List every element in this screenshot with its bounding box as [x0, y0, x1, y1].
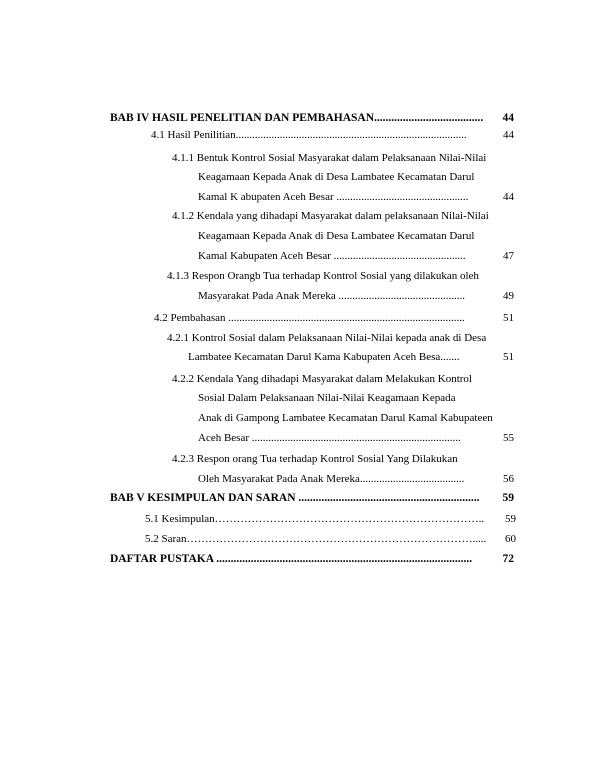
- toc-entry-4-2-3-line1[interactable]: 4.2.3 Respon orang Tua terhadap Kontrol Sosial Yang Dilakukan: [172, 453, 458, 465]
- toc-entry-4-1-2-line1[interactable]: 4.1.2 Kendala yang dihadapi Masyarakat dalam pelaksanaan Nilai-Nilai: [172, 210, 489, 222]
- toc-entry-daftar-pustaka[interactable]: DAFTAR PUSTAKA .........................................................................................: [110, 553, 473, 565]
- toc-entry-4-1-1-line2: Keagamaan Kepada Anak di Desa Lambatee Kecamatan Darul: [198, 171, 475, 183]
- toc-entry-4-2-2-line1[interactable]: 4.2.2 Kendala Yang dihadapi Masyarakat dalam Melakukan Kontrol: [172, 373, 472, 385]
- toc-page-bab4: 44: [502, 112, 514, 124]
- toc-entry-5-2[interactable]: 5.2 Saran…………………………………………………………………….....: [145, 533, 487, 545]
- toc-page-4-2-2: 55: [503, 432, 514, 444]
- toc-entry-4-1-1-line1[interactable]: 4.1.1 Bentuk Kontrol Sosial Masyarakat dalam Pelaksanaan Nilai-Nilai: [172, 152, 487, 164]
- toc-entry-4-2[interactable]: 4.2 Pembahasan ......................................................................................: [154, 312, 465, 324]
- toc-entry-5-1[interactable]: 5.1 Kesimpulan………………………………………………………………..: [145, 513, 485, 525]
- toc-entry-4-1-3-line1[interactable]: 4.1.3 Respon Orangb Tua terhadap Kontrol Sosial yang dilakukan oleh: [167, 270, 479, 282]
- toc-page-5-2: 60: [505, 533, 516, 545]
- toc-page-4-2: 51: [503, 312, 514, 324]
- toc-page-4-1-2: 47: [503, 250, 514, 262]
- toc-entry-4-2-2-line2: Sosial Dalam Pelaksanaan Nilai-Nilai Keagamaan Kepada: [198, 392, 456, 404]
- toc-entry-4-1-3-line2: Masyarakat Pada Anak Mereka ..............................................: [198, 290, 466, 302]
- toc-entry-bab4[interactable]: BAB IV HASIL PENELITIAN DAN PEMBAHASAN......................................: [110, 112, 484, 124]
- toc-entry-4-2-1-line2: Lambatee Kecamatan Darul Kama Kabupaten Aceh Besa.......: [188, 351, 460, 363]
- toc-page-4-1: 44: [503, 129, 514, 141]
- toc-page-5-1: 59: [505, 513, 516, 525]
- toc-entry-4-2-3-line2: Oleh Masyarakat Pada Anak Mereka......................................: [198, 473, 465, 485]
- toc-page-4-2-1: 51: [503, 351, 514, 363]
- toc-page-4-2-3: 56: [503, 473, 514, 485]
- toc-entry-4-1-2-line2: Keagamaan Kepada Anak di Desa Lambatee Kecamatan Darul: [198, 230, 475, 242]
- toc-page-daftar-pustaka: 72: [502, 553, 514, 565]
- toc-entry-4-2-2-line4: Aceh Besar ............................................................................: [198, 432, 461, 444]
- toc-page-bab5: 59: [502, 492, 514, 504]
- toc-entry-bab5[interactable]: BAB V KESIMPULAN DAN SARAN ...............................................................: [110, 492, 480, 504]
- toc-entry-4-2-2-line3: Anak di Gampong Lambatee Kecamatan Darul Kamal Kabupateen: [198, 412, 493, 424]
- toc-entry-4-1[interactable]: 4.1 Hasil Penilitian....................................................................................: [151, 129, 467, 141]
- toc-entry-4-1-1-line3: Kamal K abupaten Aceh Besar ................................................: [198, 191, 469, 203]
- toc-page-4-1-3: 49: [503, 290, 514, 302]
- toc-page-4-1-1: 44: [503, 191, 514, 203]
- toc-entry-4-1-2-line3: Kamal Kabupaten Aceh Besar ................................................: [198, 250, 466, 262]
- toc-entry-4-2-1-line1[interactable]: 4.2.1 Kontrol Sosial dalam Pelaksanaan Nilai-Nilai kepada anak di Desa: [167, 332, 487, 344]
